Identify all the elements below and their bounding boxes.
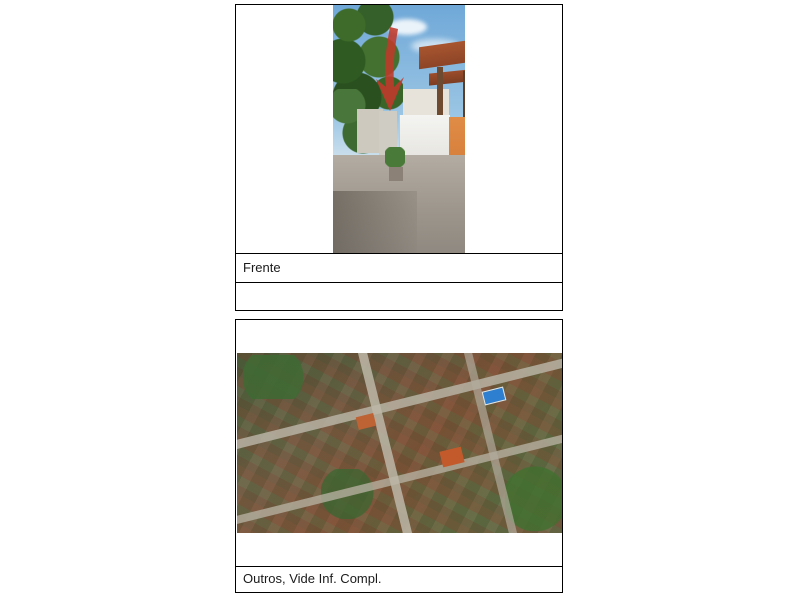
vegetation-patch bbox=[243, 355, 313, 399]
flower-pot bbox=[389, 167, 403, 181]
ground-shadow bbox=[333, 191, 417, 254]
red-down-arrow-icon bbox=[375, 27, 407, 113]
aerial-view-photo bbox=[237, 353, 563, 533]
empty-row-front bbox=[235, 283, 563, 311]
caption-frente: Frente bbox=[235, 254, 563, 283]
aerial-photo-cell bbox=[235, 319, 563, 567]
wooden-post bbox=[463, 71, 465, 123]
front-photo-cell bbox=[235, 4, 563, 254]
photo-block-front bbox=[235, 4, 563, 311]
photo-block-others bbox=[235, 319, 563, 593]
front-house-photo bbox=[333, 5, 465, 254]
caption-outros: Outros, Vide Inf. Compl. bbox=[235, 567, 563, 593]
